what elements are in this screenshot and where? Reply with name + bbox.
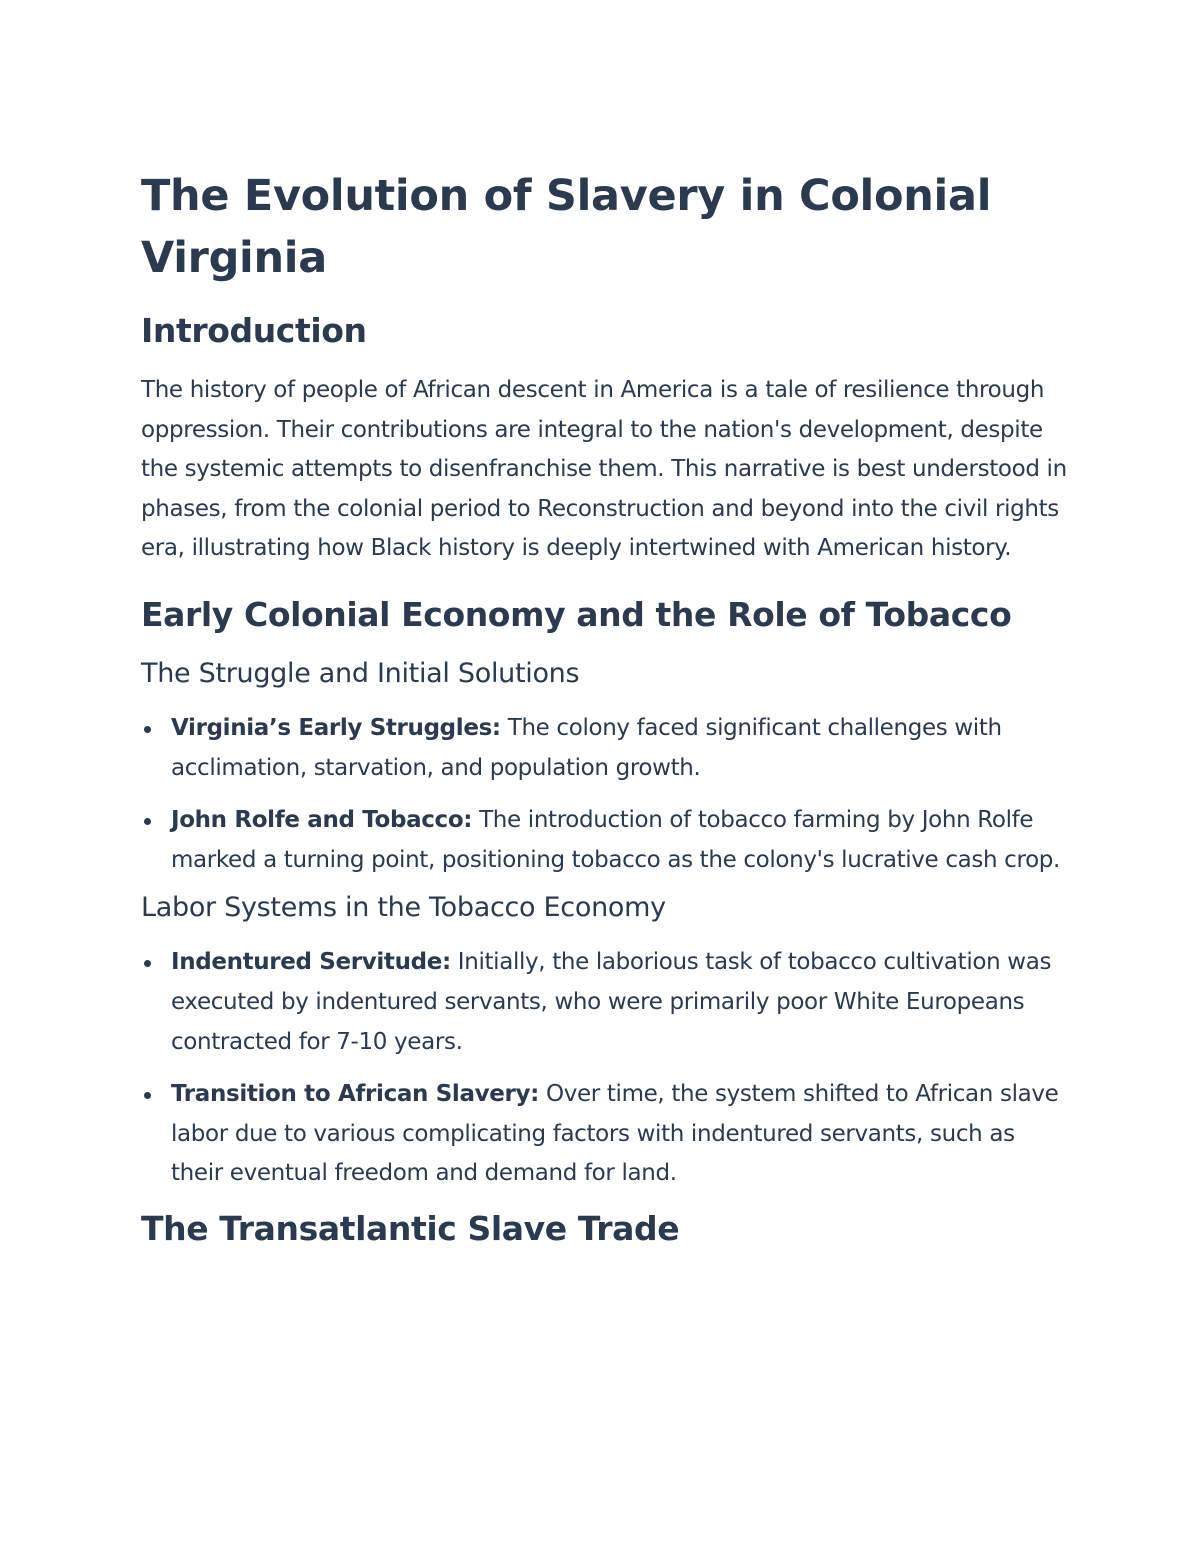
labor-subheading: Labor Systems in the Tobacco Economy (141, 892, 666, 924)
struggle-list (141, 709, 1071, 880)
list-item (141, 1075, 1071, 1194)
list-item (141, 801, 1071, 880)
document-title: The Evolution of Slavery in Colonial Virginia (141, 171, 992, 283)
list-item (141, 943, 1071, 1062)
labor-list (141, 943, 1071, 1194)
introduction-heading: Introduction (141, 311, 367, 350)
slave-trade-heading: The Transatlantic Slave Trade (141, 1208, 680, 1248)
list-item-text: Initially, the laborious task of tobacco cultivation was executed by indentured servants, who were primarily poor White Europeans contracted for 7-10 years. (171, 949, 1052, 1055)
introduction-paragraph: The history of people of African descent in America is a tale of resilience through oppression. Their contributions are integral to the nation's development, despite the systemic attempts to disenfranchise them. This narrative is best understood in phases, from the colonial period to Reconstruction and beyond into the civil rights era, illustrating how Black history is deeply intertwined with American history. (141, 377, 1067, 562)
list-item-text: The colony faced significant challenges with acclimation, starvation, and population growth. (171, 714, 1002, 781)
list-item-term: Transition to African Slavery: (171, 1081, 540, 1108)
early-colonial-heading: Early Colonial Economy and the Role of Tobacco (141, 594, 1012, 634)
list-item (141, 709, 1071, 788)
list-item-text: The introduction of tobacco farming by John Rolfe marked a turning point, positioning tobacco as the colony's lucrative cash crop. (171, 807, 1061, 873)
list-item-term: Indentured Servitude: (171, 949, 451, 976)
document-page (141, 165, 1071, 1251)
list-item-term: John Rolfe and Tobacco: (171, 807, 473, 834)
list-item-text: Over time, the system shifted to African slave labor due to various complicating factors with indentured servants, such as their eventual freedom and demand for land. (171, 1081, 1059, 1187)
struggle-subheading: The Struggle and Initial Solutions (141, 657, 580, 689)
list-item-term: Virginia’s Early Struggles: (171, 714, 501, 741)
